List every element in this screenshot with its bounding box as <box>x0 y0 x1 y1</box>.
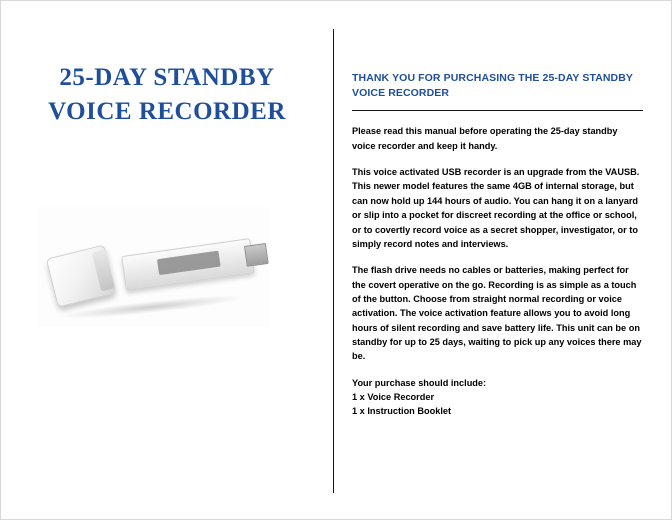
package-contents-item: 1 x Instruction Booklet <box>352 406 452 417</box>
usb-drive-cap-icon <box>46 244 116 307</box>
usb-connector-icon <box>244 242 269 266</box>
product-photo-image <box>37 207 269 327</box>
section-heading-line-1: THANK YOU FOR PURCHASING THE 25-DAY STANDBY <box>352 72 634 84</box>
package-contents-item: 1 x Voice Recorder <box>352 391 435 402</box>
right-column <box>334 1 671 519</box>
page-title-line-1: 25-DAY STANDBY <box>59 64 275 91</box>
package-contents-intro: Your purchase should include: <box>352 377 487 388</box>
section-heading <box>352 71 643 101</box>
package-contents <box>352 376 643 419</box>
product-photo <box>37 207 269 327</box>
features-paragraph: The flash drive needs no cables or batteries, making perfect for the covert operative on the go. Recording is as simple as a touch of the button. Choose from straight normal recording or voice activation. The voice activation feature allows you to avoid long hours of silent recording and save battery life. This unit can be on standby for up to 25 days, waiting to pick up any voices there may be. <box>352 265 642 362</box>
intro-paragraph: Please read this manual before operating the 25-day standby voice recorder and keep it handy. <box>352 126 618 151</box>
page-title <box>23 61 311 129</box>
usb-drive-body-icon <box>121 238 255 291</box>
section-heading-line-2: VOICE RECORDER <box>352 87 450 100</box>
heading-rule <box>352 110 643 111</box>
product-description-paragraph: This voice activated USB recorder is an upgrade from the VAUSB. This newer model features the same 4GB of internal storage, but can now hold up 144 hours of audio. You can hang it on a lanyard or slip into a pocket for discreet recording at the office or school, or to covertly record voice as a secret shopper, investigator, or to simply record notes and interviews. <box>352 167 640 249</box>
usb-drive-cap-face <box>92 249 115 291</box>
usb-drive-label <box>157 250 221 274</box>
two-column-layout <box>1 1 671 519</box>
left-column <box>1 1 333 519</box>
page-title-line-2: VOICE RECORDER <box>48 97 286 125</box>
